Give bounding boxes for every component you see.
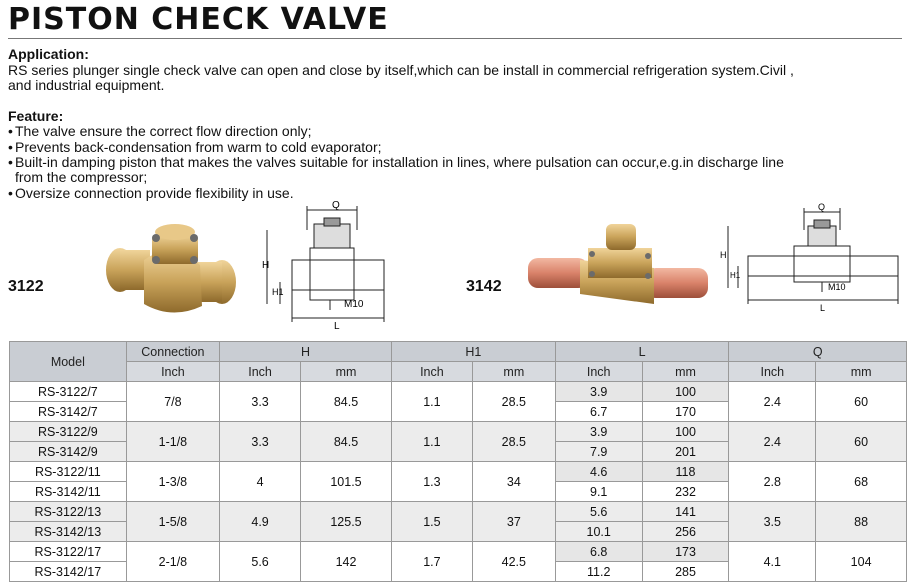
h-inch-cell: 4: [220, 462, 301, 502]
h1-mm-cell: 28.5: [472, 422, 555, 462]
l-inch-cell: 3.9: [555, 422, 642, 442]
q-mm-cell: 60: [816, 382, 907, 422]
l-mm-cell: 256: [642, 522, 729, 542]
valve-3122-photo: [104, 220, 239, 320]
unit-inch: Inch: [555, 362, 642, 382]
model-cell: RS-3122/9: [10, 422, 127, 442]
l-mm-cell: 285: [642, 562, 729, 582]
header-model: Model: [10, 342, 127, 382]
q-inch-cell: 4.1: [729, 542, 816, 582]
h1-mm-cell: 42.5: [472, 542, 555, 582]
q-inch-cell: 3.5: [729, 502, 816, 542]
dim-q: Q: [818, 202, 826, 212]
table-row: [10, 382, 907, 402]
model-label-3142: 3142: [466, 278, 502, 295]
dim-h1: H1: [730, 271, 741, 280]
h-inch-cell: 4.9: [220, 502, 301, 542]
l-mm-cell: 170: [642, 402, 729, 422]
header-h: H: [220, 342, 392, 362]
model-cell: RS-3142/11: [10, 482, 127, 502]
table-row: [10, 462, 907, 482]
feature-item: • Built-in damping piston that makes the valves suitable for installation in lines, where pulsation can occur,e.g.in discharge line: [8, 154, 784, 170]
table-row: [10, 542, 907, 562]
application-text-2: and industrial equipment.: [8, 77, 165, 93]
h-inch-cell: 3.3: [220, 382, 301, 422]
application-text-1: RS series plunger single check valve can open and close by itself,which can be install in commercial refrigeration system.Civil ,: [8, 62, 794, 78]
unit-mm: mm: [301, 362, 392, 382]
model-cell: RS-3122/11: [10, 462, 127, 482]
feature-item-continued: from the compressor;: [15, 169, 148, 185]
l-mm-cell: 118: [642, 462, 729, 482]
spec-table: [9, 341, 907, 582]
application-heading: Application:: [8, 46, 89, 62]
l-inch-cell: 5.6: [555, 502, 642, 522]
h1-inch-cell: 1.5: [391, 502, 472, 542]
connection-cell: 1-3/8: [126, 462, 219, 502]
l-inch-cell: 4.6: [555, 462, 642, 482]
dim-q: Q: [332, 200, 340, 211]
connection-cell: 1-5/8: [126, 502, 219, 542]
valve-3142-photo: [528, 220, 708, 310]
h1-inch-cell: 1.1: [391, 382, 472, 422]
h-inch-cell: 5.6: [220, 542, 301, 582]
dim-m10: M10: [344, 299, 364, 310]
h-mm-cell: 142: [301, 542, 392, 582]
unit-mm: mm: [642, 362, 729, 382]
unit-mm: mm: [472, 362, 555, 382]
q-mm-cell: 88: [816, 502, 907, 542]
unit-inch: Inch: [391, 362, 472, 382]
l-inch-cell: 7.9: [555, 442, 642, 462]
l-mm-cell: 141: [642, 502, 729, 522]
connection-cell: 2-1/8: [126, 542, 219, 582]
l-mm-cell: 100: [642, 382, 729, 402]
title-divider: [8, 38, 902, 39]
model-cell: RS-3142/17: [10, 562, 127, 582]
unit-inch: Inch: [220, 362, 301, 382]
model-cell: RS-3122/17: [10, 542, 127, 562]
q-mm-cell: 104: [816, 542, 907, 582]
h1-mm-cell: 28.5: [472, 382, 555, 422]
dim-l: L: [334, 321, 340, 330]
l-mm-cell: 201: [642, 442, 729, 462]
connection-cell: 1-1/8: [126, 422, 219, 462]
l-mm-cell: 173: [642, 542, 729, 562]
model-cell: RS-3122/13: [10, 502, 127, 522]
header-q: Q: [729, 342, 907, 362]
page-title: PISTON CHECK VALVE: [8, 2, 389, 37]
feature-item: • Prevents back-condensation from warm to cold evaporator;: [8, 139, 382, 155]
dim-l: L: [820, 303, 826, 313]
h1-mm-cell: 37: [472, 502, 555, 542]
l-inch-cell: 3.9: [555, 382, 642, 402]
table-row: [10, 422, 907, 442]
h1-inch-cell: 1.3: [391, 462, 472, 502]
q-mm-cell: 68: [816, 462, 907, 502]
l-mm-cell: 100: [642, 422, 729, 442]
table-row: [10, 502, 907, 522]
model-cell: RS-3142/7: [10, 402, 127, 422]
valve-3122-dimension-drawing: [262, 200, 387, 330]
q-inch-cell: 2.4: [729, 422, 816, 462]
feature-item: • The valve ensure the correct flow direction only;: [8, 123, 312, 139]
l-inch-cell: 6.7: [555, 402, 642, 422]
q-mm-cell: 60: [816, 422, 907, 462]
h-mm-cell: 84.5: [301, 422, 392, 462]
l-inch-cell: 6.8: [555, 542, 642, 562]
l-inch-cell: 10.1: [555, 522, 642, 542]
valve-3142-dimension-drawing: [716, 200, 906, 315]
h1-mm-cell: 34: [472, 462, 555, 502]
feature-heading: Feature:: [8, 108, 64, 124]
h-inch-cell: 3.3: [220, 422, 301, 462]
model-cell: RS-3142/13: [10, 522, 127, 542]
dim-h: H: [262, 260, 270, 271]
model-cell: RS-3122/7: [10, 382, 127, 402]
header-l: L: [555, 342, 729, 362]
l-inch-cell: 9.1: [555, 482, 642, 502]
q-inch-cell: 2.8: [729, 462, 816, 502]
l-mm-cell: 232: [642, 482, 729, 502]
header-connection: Connection: [126, 342, 219, 362]
unit-mm: mm: [816, 362, 907, 382]
l-inch-cell: 11.2: [555, 562, 642, 582]
dim-m10: M10: [828, 282, 846, 292]
unit-inch: Inch: [729, 362, 816, 382]
h-mm-cell: 125.5: [301, 502, 392, 542]
h1-inch-cell: 1.7: [391, 542, 472, 582]
h-mm-cell: 101.5: [301, 462, 392, 502]
unit-inch: Inch: [126, 362, 219, 382]
dim-h: H: [720, 250, 727, 260]
model-cell: RS-3142/9: [10, 442, 127, 462]
header-h1: H1: [391, 342, 555, 362]
connection-cell: 7/8: [126, 382, 219, 422]
h1-inch-cell: 1.1: [391, 422, 472, 462]
feature-item: • Oversize connection provide flexibility in use.: [8, 185, 294, 201]
model-label-3122: 3122: [8, 278, 44, 295]
h-mm-cell: 84.5: [301, 382, 392, 422]
q-inch-cell: 2.4: [729, 382, 816, 422]
dim-h1: H1: [272, 287, 284, 297]
